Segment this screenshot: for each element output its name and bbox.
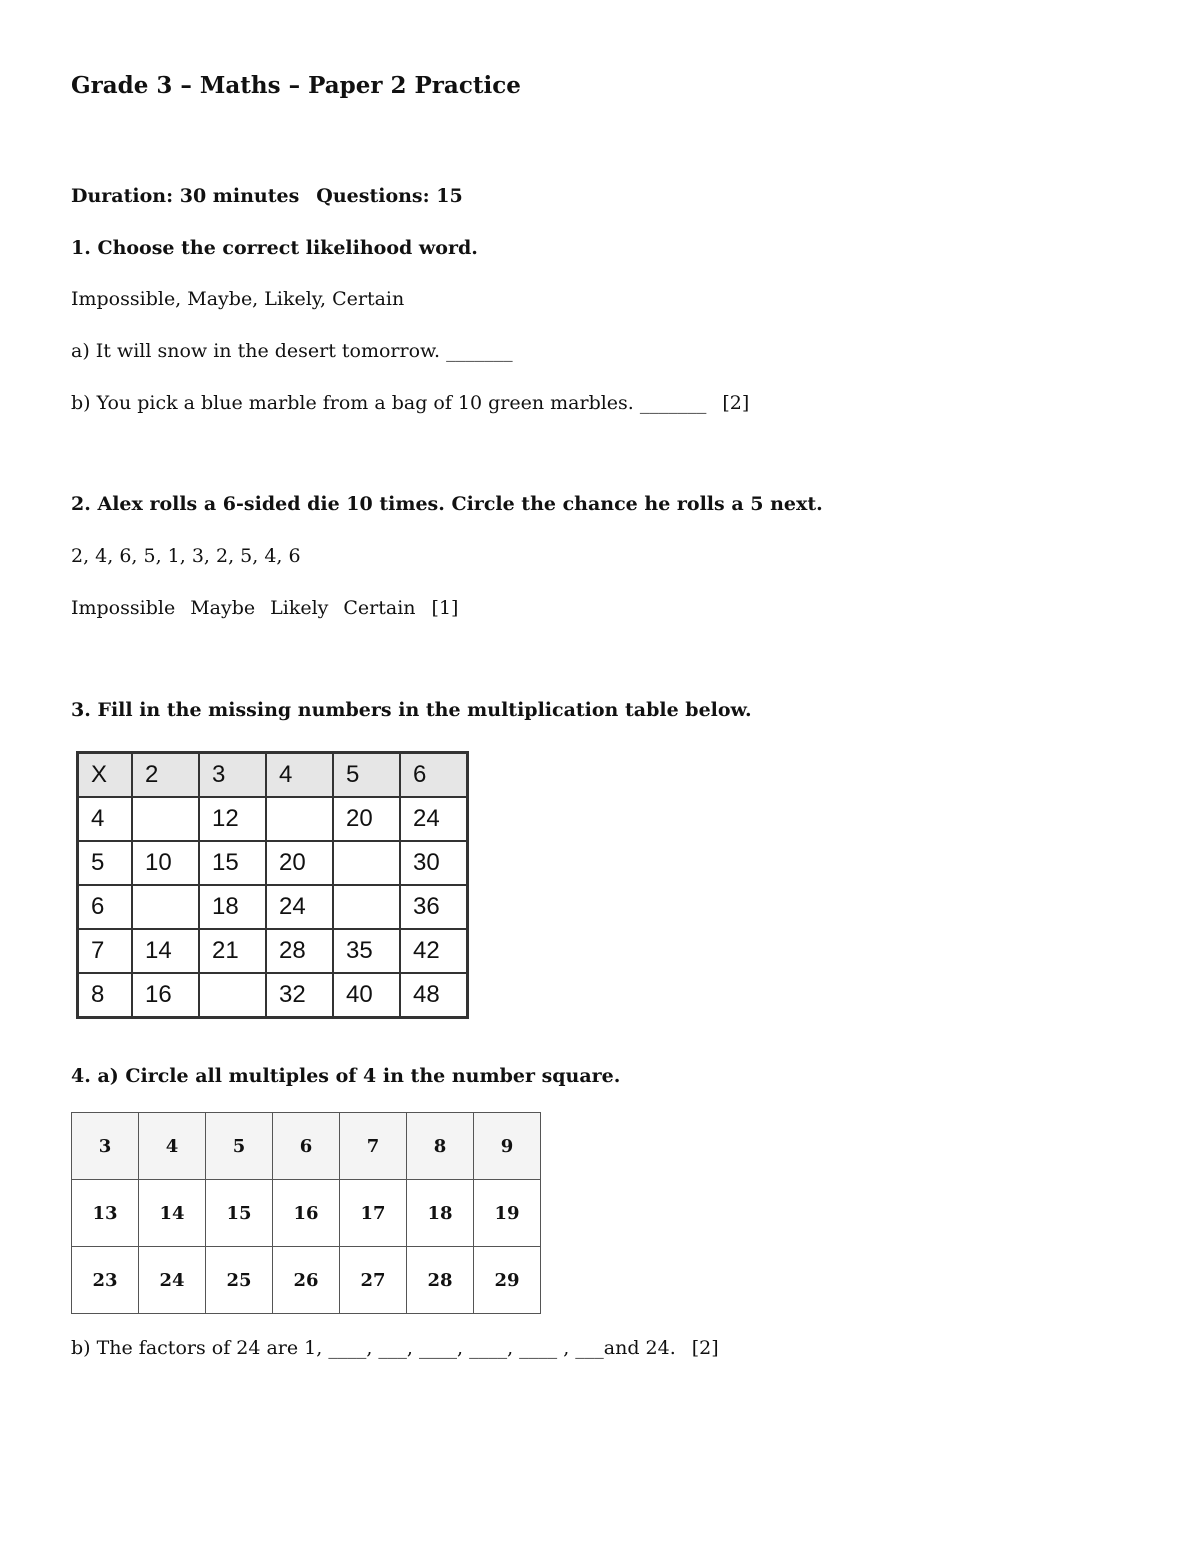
- table-row: [72, 1180, 541, 1247]
- number-cell[interactable]: 7: [340, 1113, 407, 1180]
- q2-rolls: 2, 4, 6, 5, 1, 3, 2, 5, 4, 6: [71, 545, 301, 567]
- table-cell: 16: [132, 973, 199, 1018]
- q2-marks: [1]: [431, 597, 459, 619]
- q4-part-b: b) The factors of 24 are 1, ____, ___, ____, ____, ____ , ___and 24.: [71, 1337, 676, 1359]
- number-cell[interactable]: 26: [273, 1247, 340, 1314]
- number-cell[interactable]: 27: [340, 1247, 407, 1314]
- number-cell[interactable]: 28: [407, 1247, 474, 1314]
- table-cell: 28: [266, 929, 333, 973]
- q1-word-list: Impossible, Maybe, Likely, Certain: [71, 288, 405, 310]
- table-cell[interactable]: [132, 885, 199, 929]
- table-cell: 48: [400, 973, 468, 1018]
- table-cell: 4: [266, 753, 333, 798]
- number-cell[interactable]: 8: [407, 1113, 474, 1180]
- table-cell: 18: [199, 885, 266, 929]
- table-cell: 20: [266, 841, 333, 885]
- table-cell: 6: [400, 753, 468, 798]
- number-cell[interactable]: 5: [206, 1113, 273, 1180]
- table-cell: 40: [333, 973, 400, 1018]
- table-row: [78, 841, 468, 885]
- table-cell: 32: [266, 973, 333, 1018]
- table-cell: 4: [78, 797, 133, 841]
- page-title: Grade 3 – Maths – Paper 2 Practice: [71, 72, 521, 99]
- q3-heading: 3. Fill in the missing numbers in the multiplication table below.: [71, 699, 752, 721]
- q4-marks: [2]: [691, 1337, 719, 1359]
- q1-part-b-line: [71, 391, 749, 415]
- table-cell: 36: [400, 885, 468, 929]
- table-cell[interactable]: [333, 841, 400, 885]
- table-cell: 5: [333, 753, 400, 798]
- table-cell: 42: [400, 929, 468, 973]
- number-cell[interactable]: 25: [206, 1247, 273, 1314]
- number-cell[interactable]: 18: [407, 1180, 474, 1247]
- number-cell[interactable]: 9: [474, 1113, 541, 1180]
- table-row: [78, 797, 468, 841]
- table-cell[interactable]: [199, 973, 266, 1018]
- table-cell: 21: [199, 929, 266, 973]
- number-cell[interactable]: 17: [340, 1180, 407, 1247]
- q1-marks: [2]: [722, 392, 750, 414]
- number-cell[interactable]: 29: [474, 1247, 541, 1314]
- number-cell[interactable]: 14: [139, 1180, 206, 1247]
- table-cell[interactable]: [132, 797, 199, 841]
- table-cell: 14: [132, 929, 199, 973]
- q2-option-impossible[interactable]: Impossible: [71, 597, 176, 619]
- q2-option-maybe[interactable]: Maybe: [190, 597, 256, 619]
- exam-meta: [71, 184, 463, 208]
- table-cell: 2: [132, 753, 199, 798]
- number-cell[interactable]: 16: [273, 1180, 340, 1247]
- q1-heading: 1. Choose the correct likelihood word.: [71, 237, 478, 259]
- q1-part-b: b) You pick a blue marble from a bag of 10 green marbles. _______: [71, 392, 707, 414]
- number-cell[interactable]: 23: [72, 1247, 139, 1314]
- table-row: [72, 1113, 541, 1180]
- table-cell: 8: [78, 973, 133, 1018]
- table-cell[interactable]: [333, 885, 400, 929]
- table-row: [78, 885, 468, 929]
- number-square: [71, 1112, 541, 1314]
- table-cell: 7: [78, 929, 133, 973]
- table-cell: 3: [199, 753, 266, 798]
- table-row: [78, 929, 468, 973]
- table-row: [78, 753, 468, 798]
- table-cell: 24: [266, 885, 333, 929]
- q2-heading: 2. Alex rolls a 6-sided die 10 times. Circle the chance he rolls a 5 next.: [71, 493, 823, 515]
- multiplication-table: [76, 751, 469, 1019]
- q2-option-likely[interactable]: Likely: [270, 597, 329, 619]
- q4-heading: 4. a) Circle all multiples of 4 in the number square.: [71, 1065, 621, 1087]
- table-cell: 5: [78, 841, 133, 885]
- table-row: [78, 973, 468, 1018]
- questions-count: Questions: 15: [316, 185, 463, 207]
- number-cell[interactable]: 13: [72, 1180, 139, 1247]
- number-cell[interactable]: 4: [139, 1113, 206, 1180]
- table-cell: X: [78, 753, 133, 798]
- number-cell[interactable]: 3: [72, 1113, 139, 1180]
- number-cell[interactable]: 6: [273, 1113, 340, 1180]
- table-cell: 24: [400, 797, 468, 841]
- number-cell[interactable]: 15: [206, 1180, 273, 1247]
- q1-part-a: a) It will snow in the desert tomorrow. _______: [71, 340, 513, 362]
- q4-part-b-line: [71, 1336, 719, 1360]
- duration-text: Duration: 30 minutes: [71, 185, 300, 207]
- table-cell: 12: [199, 797, 266, 841]
- table-cell: 30: [400, 841, 468, 885]
- q2-options: [71, 596, 458, 620]
- number-cell[interactable]: 24: [139, 1247, 206, 1314]
- table-cell: 20: [333, 797, 400, 841]
- table-row: [72, 1247, 541, 1314]
- table-cell[interactable]: [266, 797, 333, 841]
- table-cell: 6: [78, 885, 133, 929]
- table-cell: 35: [333, 929, 400, 973]
- table-cell: 15: [199, 841, 266, 885]
- q2-option-certain[interactable]: Certain: [343, 597, 416, 619]
- number-cell[interactable]: 19: [474, 1180, 541, 1247]
- table-cell: 10: [132, 841, 199, 885]
